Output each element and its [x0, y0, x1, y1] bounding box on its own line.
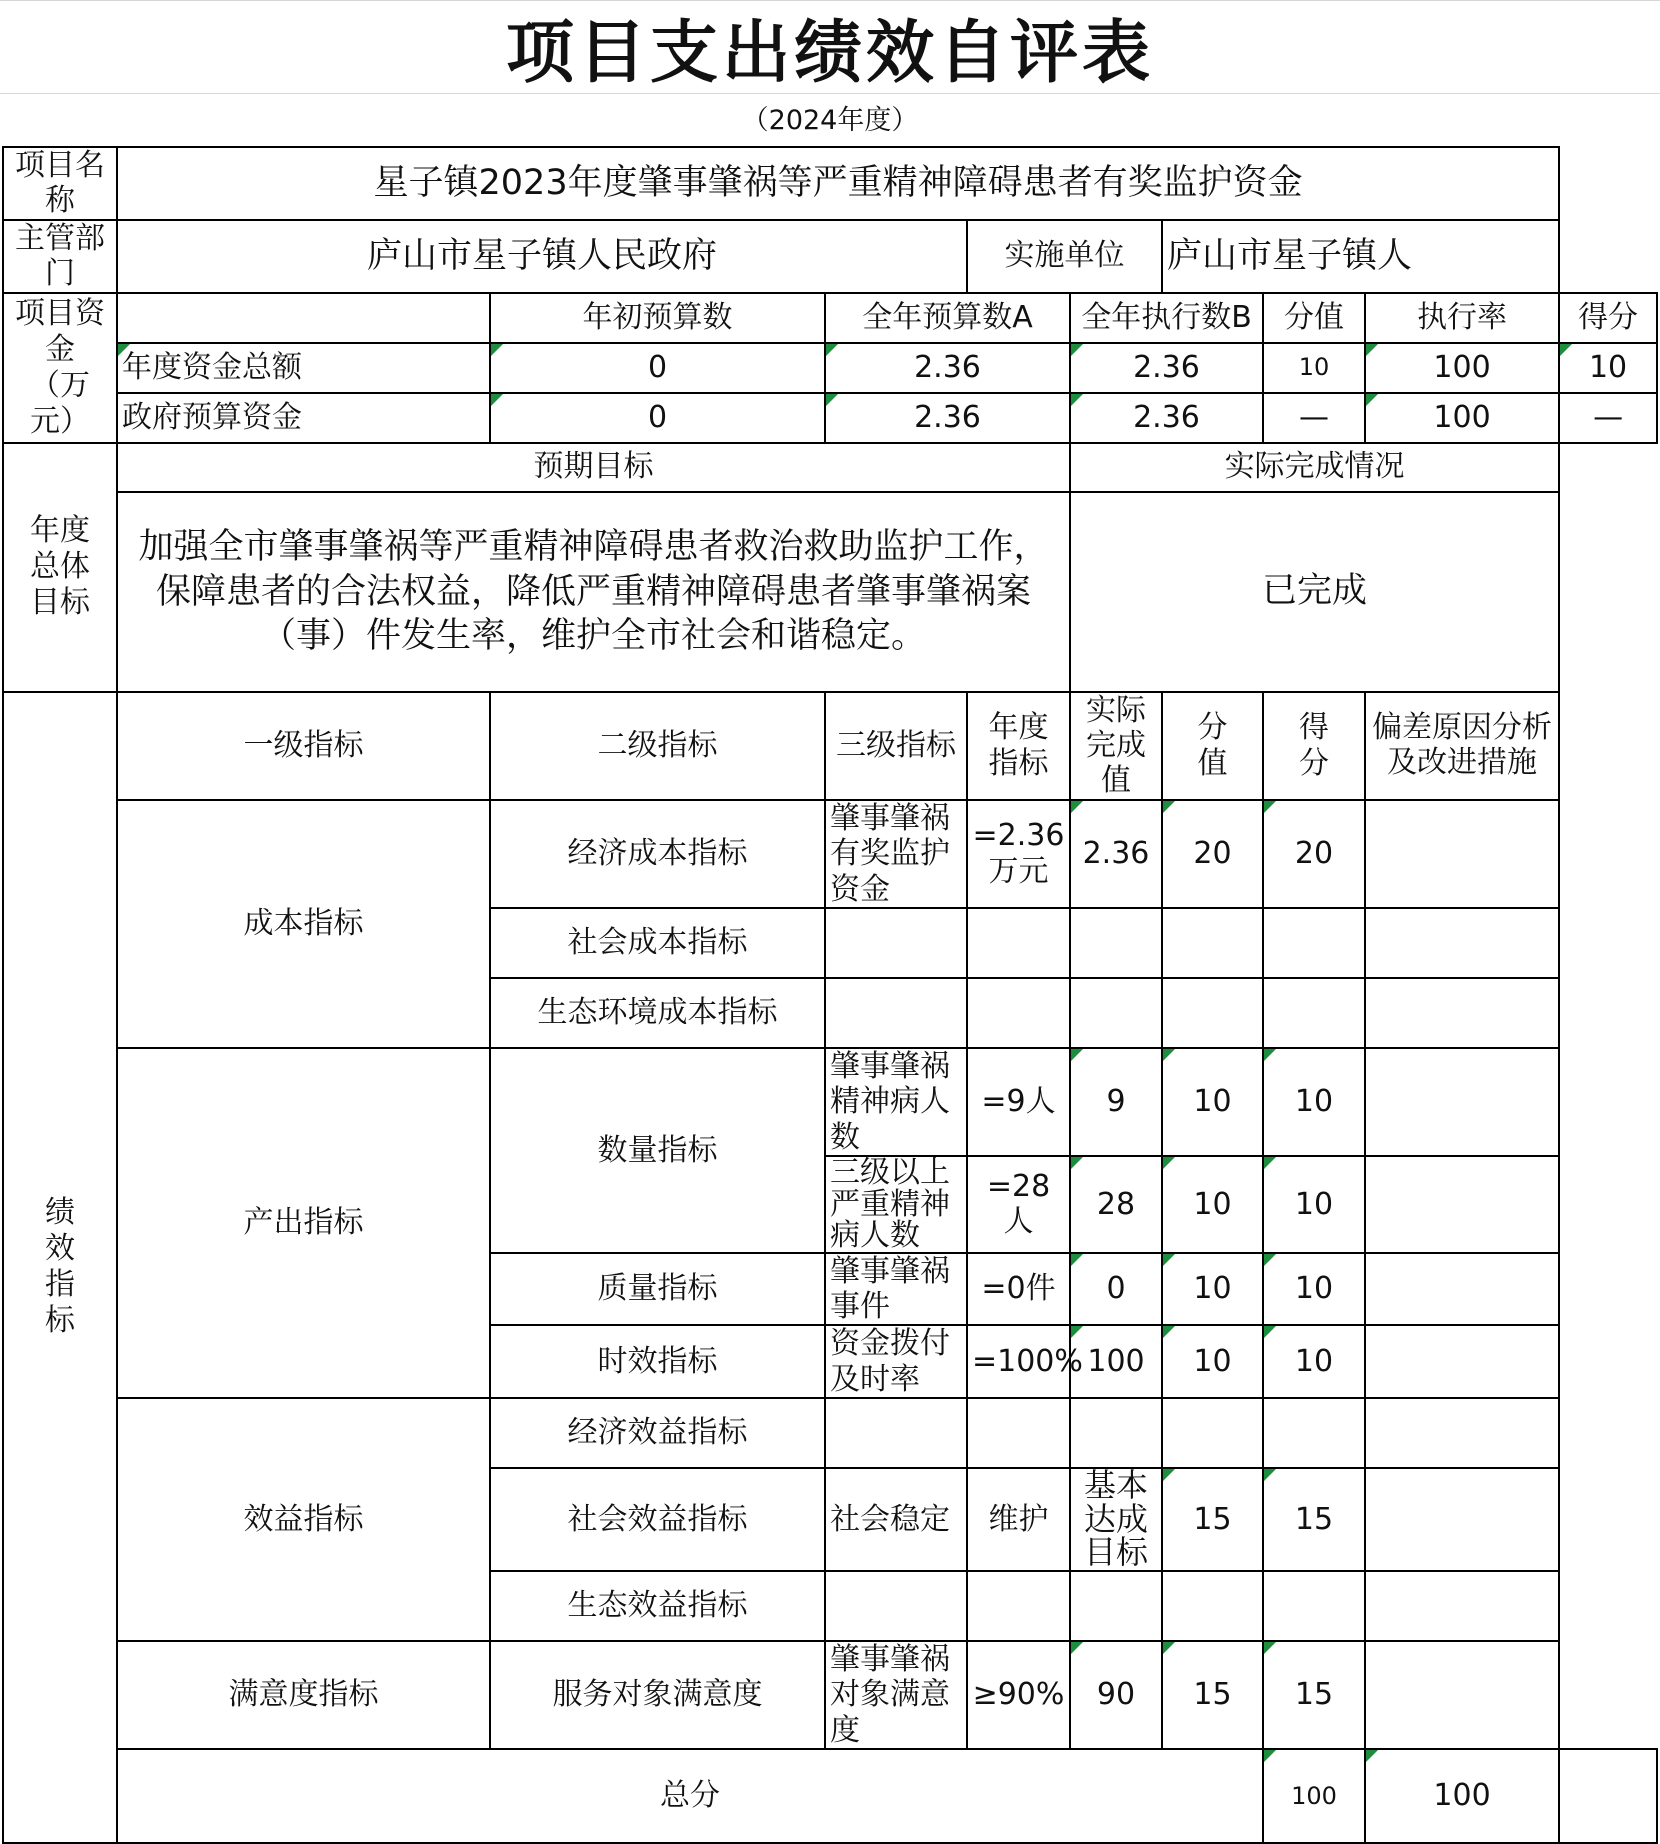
funds-score-value[interactable]: —	[1263, 393, 1365, 443]
score-cell[interactable]: 20	[1263, 800, 1365, 908]
level2-cell: 服务对象满意度	[490, 1641, 825, 1749]
level2-cell: 经济效益指标	[490, 1398, 825, 1468]
target-cell[interactable]: =2.36万元	[967, 800, 1070, 908]
row-funds-header	[3, 293, 1657, 343]
level2-cell: 质量指标	[490, 1253, 825, 1326]
level3-cell[interactable]: 资金拨付及时率	[825, 1325, 967, 1398]
funds-header-budget: 全年预算数A	[825, 293, 1070, 343]
level2-cell: 社会成本指标	[490, 908, 825, 978]
value-cell[interactable]: 10	[1162, 1048, 1263, 1156]
table-row	[3, 1398, 1657, 1468]
header-level2: 二级指标	[490, 692, 825, 800]
target-cell[interactable]: 维护	[967, 1468, 1070, 1571]
score-cell[interactable]: 15	[1263, 1468, 1365, 1571]
score-cell[interactable]: 15	[1263, 1641, 1365, 1749]
header-level3: 三级指标	[825, 692, 967, 800]
funds-budget[interactable]: 2.36	[825, 393, 1070, 443]
level3-cell[interactable]	[825, 1571, 967, 1641]
level1-cost: 成本指标	[117, 800, 490, 1048]
note-cell[interactable]	[1365, 800, 1559, 908]
header-score: 得 分	[1263, 692, 1365, 800]
funds-header-rate: 执行率	[1365, 293, 1559, 343]
level3-cell[interactable]: 肇事肇祸有奖监护资金	[825, 800, 967, 908]
score-cell[interactable]: 10	[1263, 1325, 1365, 1398]
funds-header-score: 得分	[1559, 293, 1657, 343]
target-cell[interactable]: ≥90%	[967, 1641, 1070, 1749]
actual-cell[interactable]	[1070, 1571, 1162, 1641]
dept-value[interactable]: 庐山市星子镇人民政府	[117, 220, 967, 293]
row-funds-total	[3, 343, 1657, 393]
actual-cell[interactable]: 100	[1070, 1325, 1162, 1398]
row-goal-header	[3, 443, 1657, 492]
row-total	[3, 1749, 1657, 1843]
funds-header-blank	[117, 293, 490, 343]
note-cell[interactable]	[1365, 1156, 1559, 1253]
dept-label: 主管部门	[3, 220, 117, 293]
note-cell[interactable]	[1365, 1571, 1559, 1641]
actual-cell[interactable]: 90	[1070, 1641, 1162, 1749]
actual-cell[interactable]	[1070, 978, 1162, 1048]
level2-cell: 生态环境成本指标	[490, 978, 825, 1048]
value-cell[interactable]: 10	[1162, 1253, 1263, 1326]
note-cell[interactable]	[1365, 1325, 1559, 1398]
funds-label: 项目资金 （万元）	[3, 293, 117, 443]
level2-cell: 经济成本指标	[490, 800, 825, 908]
note-cell[interactable]	[1365, 1048, 1559, 1156]
note-cell[interactable]	[1365, 908, 1559, 978]
level3-cell[interactable]	[825, 978, 967, 1048]
score-cell[interactable]: 10	[1263, 1048, 1365, 1156]
note-cell[interactable]	[1365, 978, 1559, 1048]
funds-header-initial: 年初预算数	[490, 293, 825, 343]
sheet-header-area	[0, 0, 1660, 146]
note-cell[interactable]	[1365, 1253, 1559, 1326]
target-cell[interactable]	[967, 1571, 1070, 1641]
funds-score[interactable]: 10	[1559, 343, 1657, 393]
level3-cell[interactable]: 三级以上严重精神病人数	[825, 1156, 967, 1253]
target-cell[interactable]: =100%	[967, 1325, 1070, 1398]
total-note[interactable]	[1559, 1749, 1657, 1843]
actual-cell[interactable]: 9	[1070, 1048, 1162, 1156]
score-cell[interactable]	[1263, 908, 1365, 978]
funds-score-value[interactable]: 10	[1263, 343, 1365, 393]
indicators-label: 绩 效 指 标	[3, 692, 117, 1844]
funds-header-executed: 全年执行数B	[1070, 293, 1263, 343]
score-cell[interactable]	[1263, 1571, 1365, 1641]
title-divider	[0, 93, 1660, 94]
goal-actual-label: 实际完成情况	[1070, 443, 1559, 492]
score-cell[interactable]: 10	[1263, 1156, 1365, 1253]
actual-cell[interactable]: 0	[1070, 1253, 1162, 1326]
score-cell[interactable]	[1263, 1398, 1365, 1468]
table-row	[3, 1048, 1657, 1156]
target-cell[interactable]: =9人	[967, 1048, 1070, 1156]
target-cell[interactable]: =28人	[967, 1156, 1070, 1253]
level3-cell[interactable]: 社会稳定	[825, 1468, 967, 1571]
impl-label: 实施单位	[967, 220, 1162, 293]
funds-rate[interactable]: 100	[1365, 393, 1559, 443]
funds-header-score-value: 分值	[1263, 293, 1365, 343]
target-cell[interactable]	[967, 978, 1070, 1048]
value-cell[interactable]: 15	[1162, 1468, 1263, 1571]
actual-cell[interactable]	[1070, 1398, 1162, 1468]
value-cell[interactable]	[1162, 978, 1263, 1048]
table-row	[3, 1641, 1657, 1749]
funds-initial[interactable]: 0	[490, 393, 825, 443]
value-cell[interactable]: 15	[1162, 1641, 1263, 1749]
value-cell[interactable]	[1162, 908, 1263, 978]
funds-score[interactable]: —	[1559, 393, 1657, 443]
page-title: 项目支出绩效自评表	[505, 13, 1154, 93]
row-project-name	[3, 147, 1657, 220]
row-department	[3, 220, 1657, 293]
goal-actual-text[interactable]: 已完成	[1070, 492, 1559, 692]
level1-benefit: 效益指标	[117, 1398, 490, 1641]
target-cell[interactable]	[967, 1398, 1070, 1468]
total-value[interactable]: 100	[1263, 1749, 1365, 1843]
value-cell[interactable]: 20	[1162, 800, 1263, 908]
funds-executed[interactable]: 2.36	[1070, 343, 1263, 393]
level3-cell[interactable]	[825, 1398, 967, 1468]
header-note: 偏差原因分析 及改进措施	[1365, 692, 1559, 800]
total-label: 总分	[117, 1749, 1263, 1843]
actual-cell[interactable]: 28	[1070, 1156, 1162, 1253]
target-cell[interactable]: =0件	[967, 1253, 1070, 1326]
row-indicators-header	[3, 692, 1657, 800]
level3-cell[interactable]: 肇事肇祸对象满意度	[825, 1641, 967, 1749]
score-cell[interactable]	[1263, 978, 1365, 1048]
project-name-label: 项目名称	[3, 147, 117, 220]
goal-label: 年度 总体 目标	[3, 443, 117, 692]
note-cell[interactable]	[1365, 1398, 1559, 1468]
row-funds-gov	[3, 393, 1657, 443]
funds-row-label: 年度资金总额	[117, 343, 490, 393]
level1-output: 产出指标	[117, 1048, 490, 1398]
level2-cell: 生态效益指标	[490, 1571, 825, 1641]
note-cell[interactable]	[1365, 1641, 1559, 1749]
goal-expected-text[interactable]: 加强全市肇事肇祸等严重精神障碍患者救治救助监护工作，保障患者的合法权益，降低严重精神障碍患者肇事肇祸案（事）件发生率，维护全市社会和谐稳定。	[117, 492, 1070, 692]
level2-cell: 时效指标	[490, 1325, 825, 1398]
actual-cell[interactable]	[1070, 908, 1162, 978]
project-name-value[interactable]: 星子镇2023年度肇事肇祸等严重精神障碍患者有奖监护资金	[117, 147, 1559, 220]
level3-cell[interactable]	[825, 908, 967, 978]
value-cell[interactable]: 10	[1162, 1156, 1263, 1253]
target-cell[interactable]	[967, 908, 1070, 978]
funds-rate[interactable]: 100	[1365, 343, 1559, 393]
header-actual: 实际 完成值	[1070, 692, 1162, 800]
level3-cell[interactable]: 肇事肇祸精神病人数	[825, 1048, 967, 1156]
funds-budget[interactable]: 2.36	[825, 343, 1070, 393]
value-cell[interactable]	[1162, 1398, 1263, 1468]
header-level1: 一级指标	[117, 692, 490, 800]
goal-expected-label: 预期目标	[117, 443, 1070, 492]
year-subtitle: （2024年度）	[741, 105, 919, 136]
level2-cell: 数量指标	[490, 1048, 825, 1253]
header-value: 分 值	[1162, 692, 1263, 800]
funds-executed[interactable]: 2.36	[1070, 393, 1263, 443]
header-target: 年度 指标	[967, 692, 1070, 800]
table-row	[3, 800, 1657, 908]
actual-cell[interactable]: 基本达成目标	[1070, 1468, 1162, 1571]
impl-value[interactable]: 庐山市星子镇人	[1162, 220, 1559, 293]
note-cell[interactable]	[1365, 1468, 1559, 1571]
total-score[interactable]: 100	[1365, 1749, 1559, 1843]
score-cell[interactable]: 10	[1263, 1253, 1365, 1326]
funds-initial[interactable]: 0	[490, 343, 825, 393]
value-cell[interactable]	[1162, 1571, 1263, 1641]
funds-row-label: 政府预算资金	[117, 393, 490, 443]
level3-cell[interactable]: 肇事肇祸事件	[825, 1253, 967, 1326]
level2-cell: 社会效益指标	[490, 1468, 825, 1571]
level1-satisfaction: 满意度指标	[117, 1641, 490, 1749]
actual-cell[interactable]: 2.36	[1070, 800, 1162, 908]
evaluation-table	[2, 146, 1658, 1844]
row-goal-content	[3, 492, 1657, 692]
value-cell[interactable]: 10	[1162, 1325, 1263, 1398]
